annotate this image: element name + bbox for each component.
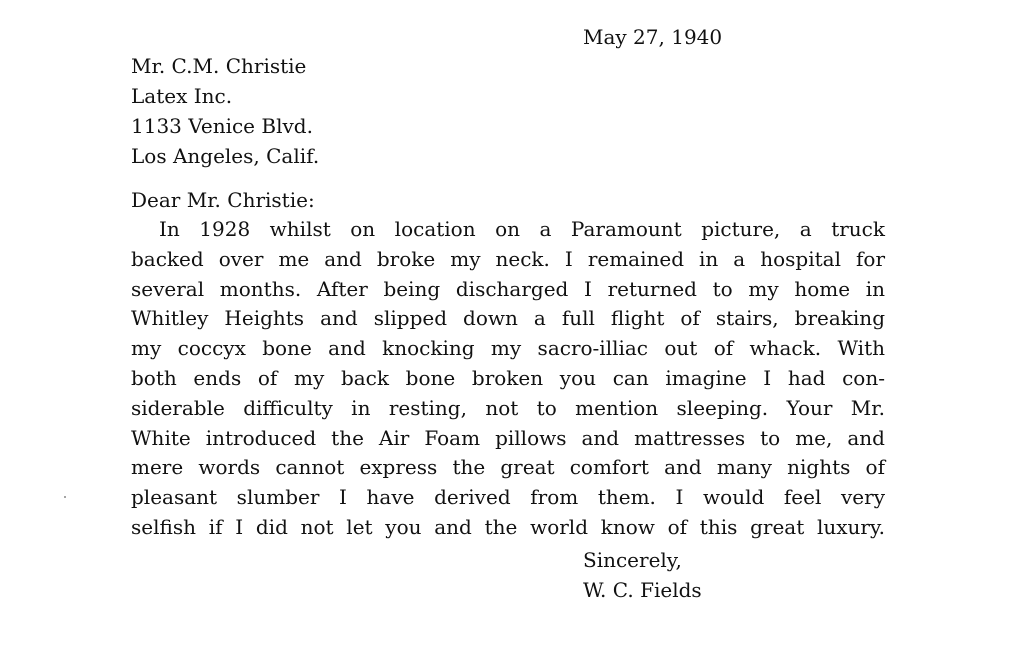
recipient-company: Latex Inc. <box>131 84 233 108</box>
recipient-city: Los Angeles, Calif. <box>131 144 320 168</box>
letter-closing <box>583 545 702 605</box>
body-line: several months. After being discharged I returned to my home in <box>131 276 885 301</box>
closing-phrase: Sincerely, <box>583 548 682 572</box>
body-line: pleasant slumber I have derived from them. I would feel very <box>131 485 885 510</box>
letter-date: May 27, 1940 <box>583 25 723 49</box>
recipient-name: Mr. C.M. Christie <box>131 54 307 78</box>
signature-name: W. C. Fields <box>583 578 702 602</box>
body-line: White introduced the Air Foam pillows and mattresses to me, and <box>131 425 885 450</box>
body-line: selfish if I did not let you and the world know of this great luxury. <box>131 514 885 539</box>
body-line: both ends of my back bone broken you can imagine I had con- <box>131 365 885 390</box>
recipient-street: 1133 Venice Blvd. <box>131 114 313 138</box>
scan-speck <box>64 496 66 498</box>
body-line: In 1928 whilst on location on a Paramount picture, a truck <box>159 217 885 241</box>
body-line: siderable difficulty in resting, not to mention sleeping. Your Mr. <box>131 395 885 420</box>
body-line: backed over me and broke my neck. I remained in a hospital for <box>131 246 885 271</box>
salutation: Dear Mr. Christie: <box>131 188 315 212</box>
body-line: Whitley Heights and slipped down a full flight of stairs, breaking <box>131 306 885 331</box>
letter-body <box>131 215 885 543</box>
recipient-address <box>131 51 319 171</box>
body-line: my coccyx bone and knocking my sacro-illiac out of whack. With <box>131 336 885 361</box>
body-line: mere words cannot express the great comfort and many nights of <box>131 455 885 480</box>
